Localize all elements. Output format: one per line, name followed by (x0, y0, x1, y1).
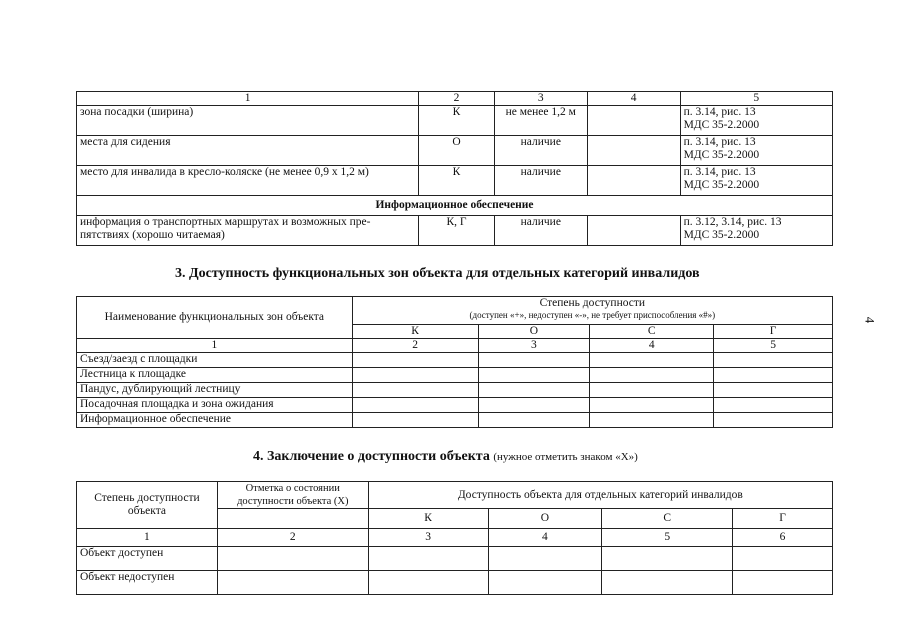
mark-cell[interactable] (733, 547, 833, 571)
section-title: Информационное обеспечение (77, 196, 833, 216)
column-number: 5 (602, 529, 733, 547)
zone-name: места для сидения (77, 136, 419, 166)
mark-cell[interactable] (602, 547, 733, 571)
category-header: Г (714, 325, 833, 339)
value-cell[interactable] (478, 413, 590, 428)
conclusion-table (76, 481, 833, 595)
table-row (77, 383, 833, 398)
category-cell: К (419, 166, 495, 196)
zone-name-line: информация о транспортных маршрутах и возможных пре- (80, 216, 371, 228)
table-row (77, 216, 833, 246)
column-number: 4 (488, 529, 602, 547)
zone-label: Посадочная площадка и зона ожидания (77, 398, 353, 413)
zone-label: Информационное обеспечение (77, 413, 353, 428)
table-row (77, 368, 833, 383)
section-4-note: (нужное отметить знаком «Х») (493, 451, 638, 463)
value-cell[interactable] (478, 398, 590, 413)
table-row (77, 413, 833, 428)
degree-note: (доступен «+», недоступен «-», не требует приспособления «#») (469, 310, 716, 320)
reference-line: п. 3.14, рис. 13 (683, 166, 756, 178)
value-cell[interactable] (714, 353, 833, 368)
empty-cell (587, 136, 680, 166)
empty-cell (587, 216, 680, 246)
empty-cell (587, 106, 680, 136)
mark-cell[interactable] (602, 571, 733, 595)
mark-cell[interactable] (368, 571, 488, 595)
header-cell: 2 (419, 92, 495, 106)
value-cell[interactable] (590, 398, 714, 413)
category-header: С (602, 509, 733, 529)
requirement-cell: наличие (494, 136, 587, 166)
table-row (77, 136, 833, 166)
degree-column-header: Степень доступности объекта (77, 482, 218, 529)
reference-line: п. 3.12, 3.14, рис. 13 (683, 216, 782, 228)
column-number: 3 (368, 529, 488, 547)
accessibility-header: Доступность объекта для отдельных категорий инвалидов (368, 482, 832, 509)
column-number: 1 (77, 529, 218, 547)
reference-line: МДС 35-2.2000 (683, 149, 760, 161)
degree-header (352, 297, 832, 325)
zones-accessibility-table (76, 296, 833, 428)
column-number: 3 (478, 339, 590, 353)
requirements-table (76, 91, 833, 246)
header-cell: 5 (680, 92, 832, 106)
status-label: Объект недоступен (77, 571, 218, 595)
table-row (77, 353, 833, 368)
empty-cell (587, 166, 680, 196)
mark-cell[interactable] (217, 547, 368, 571)
section-4-title-text: 4. Заключение о доступности объекта (253, 449, 490, 464)
zone-name-line: пятствиях (хорошо читаемая) (80, 229, 225, 241)
value-cell[interactable] (478, 353, 590, 368)
reference-line: п. 3.14, рис. 13 (683, 106, 756, 118)
table-row (77, 106, 833, 136)
mark-cell[interactable] (488, 547, 602, 571)
requirement-cell: наличие (494, 166, 587, 196)
page-number: 4 (862, 316, 878, 324)
status-label: Объект доступен (77, 547, 218, 571)
value-cell[interactable] (590, 383, 714, 398)
header-cell: 1 (77, 92, 419, 106)
mark-cell[interactable] (733, 571, 833, 595)
column-number: 1 (77, 339, 353, 353)
requirement-cell: наличие (494, 216, 587, 246)
reference-line: МДС 35-2.2000 (683, 119, 760, 131)
category-header: О (478, 325, 590, 339)
table-row (77, 166, 833, 196)
column-number: 2 (217, 529, 368, 547)
value-cell[interactable] (714, 383, 833, 398)
category-header: О (488, 509, 602, 529)
mark-column-header: Отметка о состоянии доступности объекта (Х) (217, 482, 368, 509)
header-cell: 3 (494, 92, 587, 106)
zone-name: зона посадки (ширина) (77, 106, 419, 136)
zone-label: Съезд/заезд с площадки (77, 353, 353, 368)
value-cell[interactable] (714, 413, 833, 428)
value-cell[interactable] (590, 353, 714, 368)
table-row (77, 547, 833, 571)
value-cell[interactable] (590, 413, 714, 428)
reference-cell (680, 166, 832, 196)
degree-title: Степень доступности (539, 297, 646, 309)
requirement-cell: не менее 1,2 м (494, 106, 587, 136)
zone-name: место для инвалида в кресло-коляске (не менее 0,9 х 1,2 м) (77, 166, 419, 196)
value-cell[interactable] (352, 398, 478, 413)
table-row (77, 571, 833, 595)
mark-cell[interactable] (488, 571, 602, 595)
value-cell[interactable] (478, 383, 590, 398)
value-cell[interactable] (352, 368, 478, 383)
zone-name (77, 216, 419, 246)
column-number: 2 (352, 339, 478, 353)
header-cell: 4 (587, 92, 680, 106)
value-cell[interactable] (352, 383, 478, 398)
value-cell[interactable] (714, 398, 833, 413)
section-row (77, 196, 833, 216)
empty-cell (217, 509, 368, 529)
reference-line: МДС 35-2.2000 (683, 179, 760, 191)
category-header: К (352, 325, 478, 339)
section-3-title: 3. Доступность функциональных зон объекта для отдельных категорий инвалидов (175, 266, 700, 281)
reference-cell (680, 136, 832, 166)
category-cell: К, Г (419, 216, 495, 246)
column-number: 4 (590, 339, 714, 353)
reference-line: п. 3.14, рис. 13 (683, 136, 756, 148)
table-header-row (77, 92, 833, 106)
category-cell: О (419, 136, 495, 166)
category-header: Г (733, 509, 833, 529)
reference-cell (680, 106, 832, 136)
reference-line: МДС 35-2.2000 (683, 229, 760, 241)
category-cell: К (419, 106, 495, 136)
reference-cell (680, 216, 832, 246)
category-header: К (368, 509, 488, 529)
column-number: 5 (714, 339, 833, 353)
zone-name-header: Наименование функциональных зон объекта (77, 297, 353, 339)
mark-cell[interactable] (217, 571, 368, 595)
column-number: 6 (733, 529, 833, 547)
value-cell[interactable] (352, 413, 478, 428)
zone-label: Пандус, дублирующий лестницу (77, 383, 353, 398)
value-cell[interactable] (352, 353, 478, 368)
table-row (77, 398, 833, 413)
zone-label: Лестница к площадке (77, 368, 353, 383)
section-4-title (253, 449, 638, 465)
value-cell[interactable] (590, 368, 714, 383)
mark-cell[interactable] (368, 547, 488, 571)
value-cell[interactable] (714, 368, 833, 383)
category-header: С (590, 325, 714, 339)
value-cell[interactable] (478, 368, 590, 383)
